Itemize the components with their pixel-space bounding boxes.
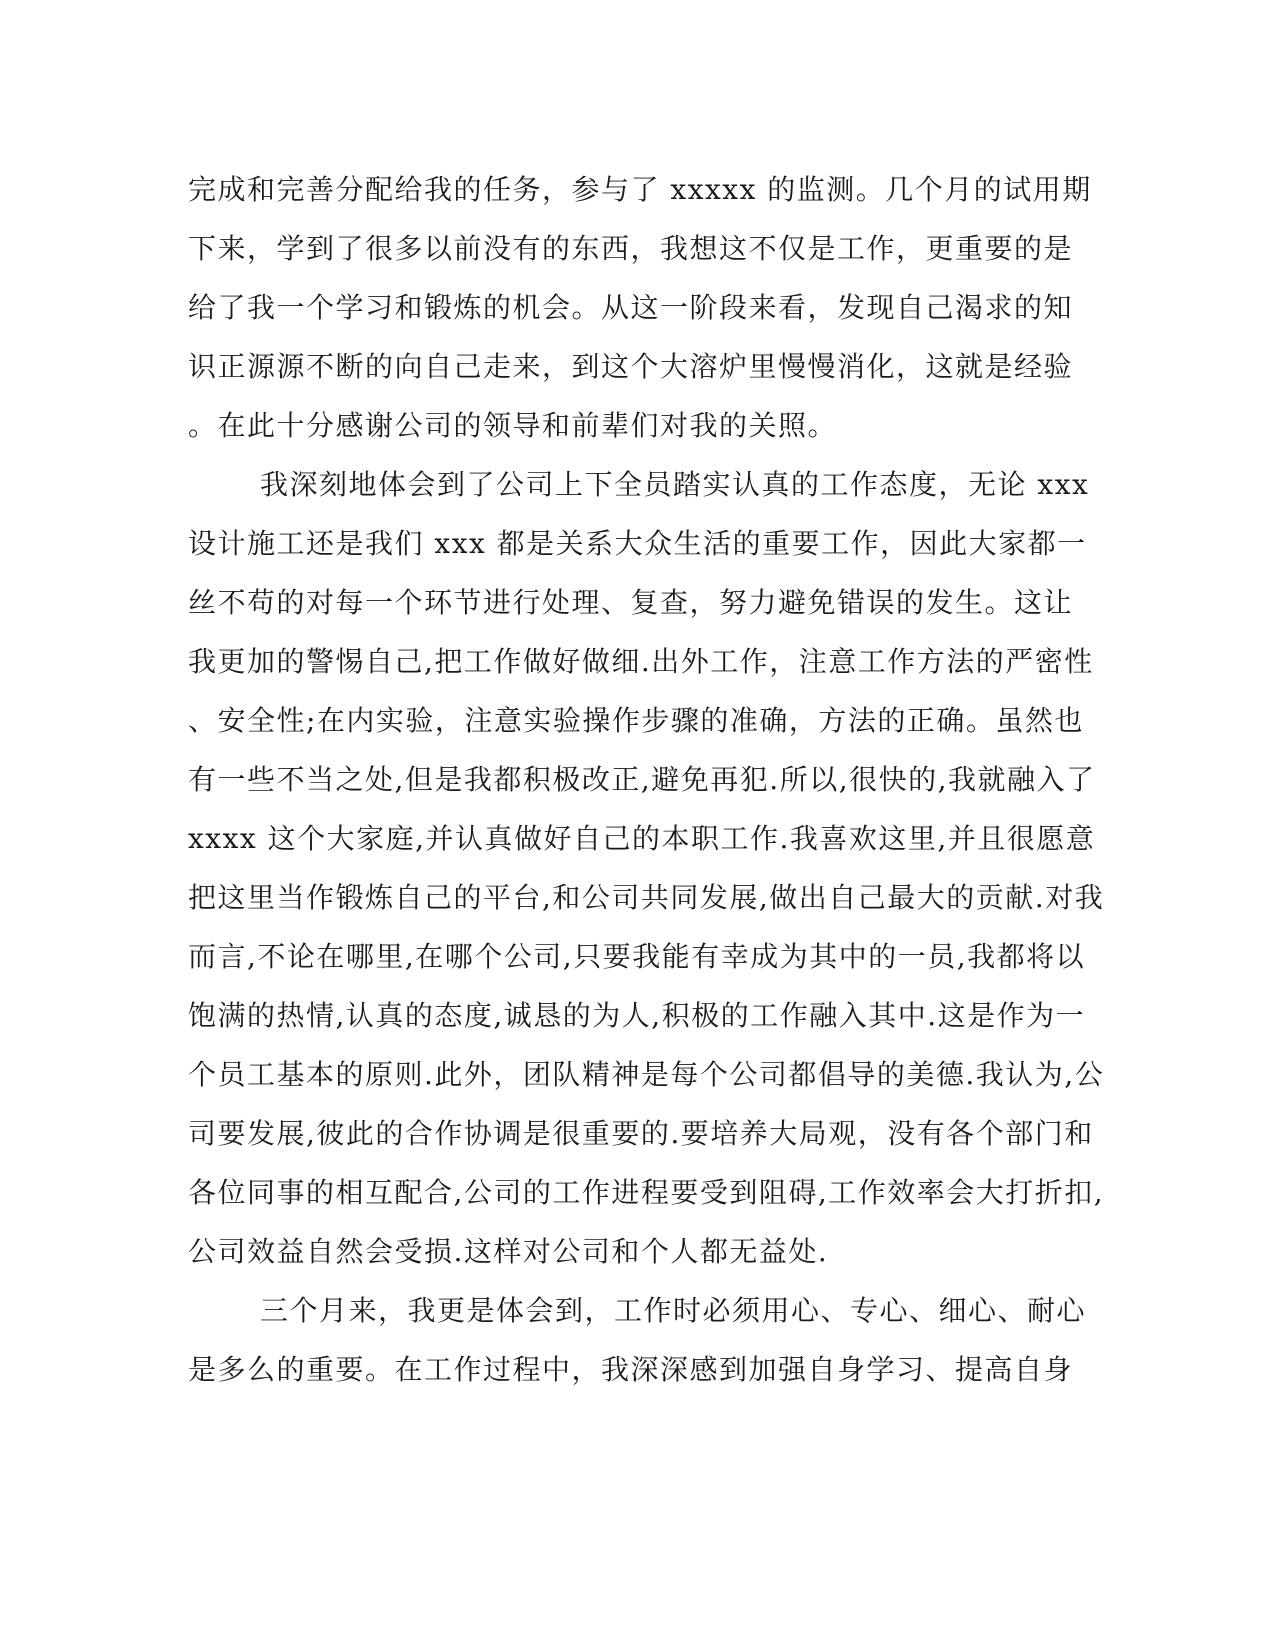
text-line: xxxx 这个大家庭,并认真做好自己的本职工作.我喜欢这里,并且很愿意 bbox=[188, 822, 1096, 855]
text-line: 下来，学到了很多以前没有的东西，我想这不仅是工作，更重要的是 bbox=[188, 232, 1074, 265]
text-line: 有一些不当之处,但是我都积极改正,避免再犯.所以,很快的,我就融入了 bbox=[188, 763, 1096, 796]
paragraph-first-line: 我深刻地体会到了公司上下全员踏实认真的工作态度，无论 xxx bbox=[260, 468, 1090, 501]
text-line: 个员工基本的原则.此外，团队精神是每个公司都倡导的美德.我认为,公 bbox=[188, 1058, 1105, 1091]
text-line: 完成和完善分配给我的任务，参与了 xxxxx 的监测。几个月的试用期 bbox=[188, 173, 1092, 206]
text-line: 各位同事的相互配合,公司的工作进程要受到阻碍,工作效率会大打折扣, bbox=[188, 1176, 1105, 1209]
text-line: 给了我一个学习和锻炼的机会。从这一阶段来看，发现自己渴求的知 bbox=[188, 291, 1074, 324]
text-line: 饱满的热情,认真的态度,诚恳的为人,积极的工作融入其中.这是作为一 bbox=[188, 999, 1086, 1032]
text-line: 把这里当作锻炼自己的平台,和公司共同发展,做出自己最大的贡献.对我 bbox=[188, 881, 1105, 914]
paragraph-first-line: 三个月来，我更是体会到，工作时必须用心、专心、细心、耐心 bbox=[260, 1294, 1087, 1327]
text-line: 识正源源不断的向自己走来，到这个大溶炉里慢慢消化，这就是经验 bbox=[188, 350, 1074, 383]
text-line: 。在此十分感谢公司的领导和前辈们对我的关照。 bbox=[188, 409, 838, 442]
text-line: 司要发展,彼此的合作协调是很重要的.要培养大局观，没有各个部门和 bbox=[188, 1117, 1094, 1150]
text-line: 公司效益自然会受损.这样对公司和个人都无益处. bbox=[188, 1235, 829, 1268]
text-line: 、安全性;在内实验，注意实验操作步骤的准确，方法的正确。虽然也 bbox=[188, 704, 1084, 737]
text-line: 丝不苟的对每一个环节进行处理、复查，努力避免错误的发生。这让 bbox=[188, 586, 1074, 619]
text-line: 我更加的警惕自己,把工作做好做细.出外工作，注意工作方法的严密性 bbox=[188, 645, 1094, 678]
text-line: 设计施工还是我们 xxx 都是关系大众生活的重要工作，因此大家都一 bbox=[188, 527, 1087, 560]
text-line: 是多么的重要。在工作过程中，我深深感到加强自身学习、提高自身 bbox=[188, 1353, 1074, 1386]
body-text bbox=[188, 160, 1105, 1399]
text-line: 而言,不论在哪里,在哪个公司,只要我能有幸成为其中的一员,我都将以 bbox=[188, 940, 1086, 973]
